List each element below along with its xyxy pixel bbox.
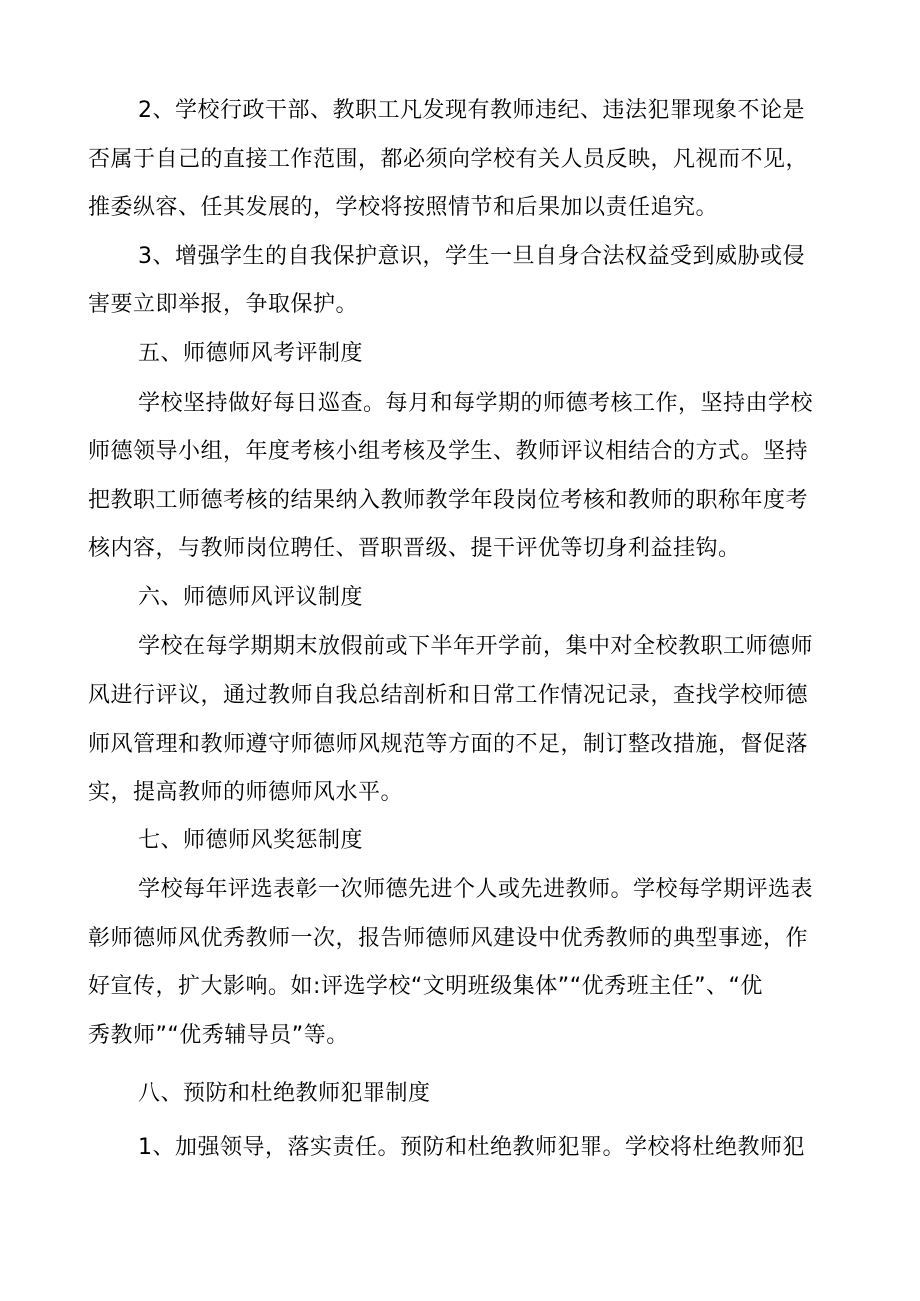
paragraph-line: 学校在每学期期末放假前或下半年开学前，集中对全校教职工师德师: [138, 634, 814, 659]
paragraph-line: 学校每年评选表彰一次师德先进个人或先进教师。学校每学期评选表: [138, 877, 814, 902]
paragraph-line: 师德领导小组，年度考核小组考核及学生、教师评议相结合的方式。坚持: [88, 439, 809, 464]
paragraph-line: 风进行评议，通过教师自我总结剖析和日常工作情况记录，查找学校师德: [88, 683, 809, 708]
paragraph-line: 好宣传，扩大影响。如:评选学校“文明班级集体”“优秀班主任”、“优: [88, 974, 763, 999]
paragraph-line: 秀教师”“优秀辅导员”等。: [88, 1023, 349, 1048]
paragraph-line: 彰师德师风优秀教师一次，报告师德师风建设中优秀教师的典型事迹，作: [88, 926, 809, 951]
paragraph-line: 核内容，与教师岗位聘任、晋职晋级、提干评优等切身利益挂钩。: [88, 536, 741, 561]
paragraph-line: 师风管理和教师遵守师德师风规范等方面的不足，制订整改措施，督促落: [88, 732, 809, 757]
section-heading: 五、师德师风考评制度: [138, 341, 364, 366]
paragraph-line: 害要立即举报，争取保护。: [88, 292, 359, 317]
section-heading: 六、师德师风评议制度: [138, 585, 364, 610]
section-heading: 八、预防和杜绝教师犯罪制度: [138, 1081, 431, 1106]
paragraph-line: 否属于自己的直接工作范围，都必须向学校有关人员反映，凡视而不见，: [88, 147, 809, 172]
paragraph-line: 推委纵容、任其发展的，学校将按照情节和后果加以责任追究。: [88, 195, 719, 220]
paragraph-line: 实，提高教师的师德师风水平。: [88, 780, 404, 805]
paragraph-line: 2、学校行政干部、教职工凡发现有教师违纪、违法犯罪现象不论是: [138, 98, 805, 123]
paragraph-line: 学校坚持做好每日巡查。每月和每学期的师德考核工作，坚持由学校: [138, 391, 814, 416]
paragraph-line: 把教职工师德考核的结果纳入教师教学年段岗位考核和教师的职称年度考: [88, 488, 809, 513]
section-heading: 七、师德师风奖惩制度: [138, 828, 364, 853]
paragraph-line: 1、加强领导，落实责任。预防和杜绝教师犯罪。学校将杜绝教师犯: [138, 1135, 805, 1160]
paragraph-line: 3、增强学生的自我保护意识，学生一旦自身合法权益受到威胁或侵: [138, 244, 805, 269]
